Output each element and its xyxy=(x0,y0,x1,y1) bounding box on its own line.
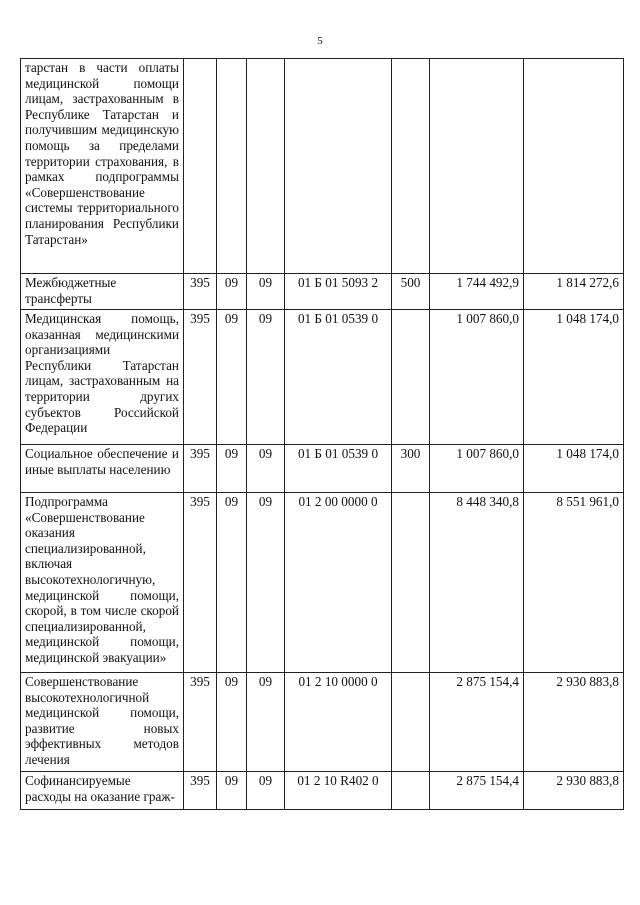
expense-type-code xyxy=(392,673,430,772)
expense-type-code xyxy=(392,59,430,274)
subsection-code xyxy=(247,59,285,274)
target-article-code: 01 Б 01 0539 0 xyxy=(285,445,392,493)
amount-year-1: 1 744 492,9 xyxy=(430,274,524,310)
section-code: 09 xyxy=(217,772,247,810)
expense-type-code: 300 xyxy=(392,445,430,493)
amount-year-1: 1 007 860,0 xyxy=(430,310,524,445)
ministry-code: 395 xyxy=(184,310,217,445)
target-article-code: 01 Б 01 5093 2 xyxy=(285,274,392,310)
ministry-code: 395 xyxy=(184,673,217,772)
ministry-code: 395 xyxy=(184,493,217,673)
expense-type-code xyxy=(392,310,430,445)
section-code: 09 xyxy=(217,310,247,445)
amount-year-1: 1 007 860,0 xyxy=(430,445,524,493)
section-code: 09 xyxy=(217,445,247,493)
row-name: Медицинская помощь, оказанная медицинскими организациями Республики Татарстан лицам, застрахованным на территории других субъектов Российской Федерации xyxy=(21,310,184,445)
subsection-code: 09 xyxy=(247,493,285,673)
row-name: Социальное обеспечение и иные выплаты населению xyxy=(21,445,184,493)
target-article-code xyxy=(285,59,392,274)
section-code xyxy=(217,59,247,274)
table-row xyxy=(21,772,624,810)
budget-table xyxy=(20,58,624,810)
subsection-code: 09 xyxy=(247,310,285,445)
row-name: Совершенствование высокотехнологичной медицинской помощи, развитие новых эффективных методов лечения xyxy=(21,673,184,772)
ministry-code xyxy=(184,59,217,274)
amount-year-1: 2 875 154,4 xyxy=(430,772,524,810)
row-name: тарстан в части оплаты медицинской помощи лицам, застрахованным в Республике Татарстан и получившим медицинскую помощь за пределами территории страхования, в рамках подпрограммы «Совершенствование системы территориального планирования Республики Татарстан» xyxy=(21,59,184,274)
table-row xyxy=(21,310,624,445)
table-row xyxy=(21,673,624,772)
table-row xyxy=(21,445,624,493)
subsection-code: 09 xyxy=(247,445,285,493)
subsection-code: 09 xyxy=(247,274,285,310)
table-row xyxy=(21,493,624,673)
table-row xyxy=(21,274,624,310)
expense-type-code: 500 xyxy=(392,274,430,310)
expense-type-code xyxy=(392,493,430,673)
page-number: 5 xyxy=(317,35,323,47)
target-article-code: 01 2 10 R402 0 xyxy=(285,772,392,810)
row-name: Межбюджетные трансферты xyxy=(21,274,184,310)
amount-year-2: 2 930 883,8 xyxy=(524,673,624,772)
amount-year-2: 8 551 961,0 xyxy=(524,493,624,673)
target-article-code: 01 2 00 0000 0 xyxy=(285,493,392,673)
ministry-code: 395 xyxy=(184,445,217,493)
target-article-code: 01 Б 01 0539 0 xyxy=(285,310,392,445)
amount-year-2: 1 814 272,6 xyxy=(524,274,624,310)
ministry-code: 395 xyxy=(184,772,217,810)
amount-year-1: 8 448 340,8 xyxy=(430,493,524,673)
ministry-code: 395 xyxy=(184,274,217,310)
amount-year-2: 1 048 174,0 xyxy=(524,310,624,445)
expense-type-code xyxy=(392,772,430,810)
amount-year-2: 1 048 174,0 xyxy=(524,445,624,493)
target-article-code: 01 2 10 0000 0 xyxy=(285,673,392,772)
amount-year-1 xyxy=(430,59,524,274)
amount-year-2 xyxy=(524,59,624,274)
subsection-code: 09 xyxy=(247,673,285,772)
section-code: 09 xyxy=(217,274,247,310)
amount-year-1: 2 875 154,4 xyxy=(430,673,524,772)
section-code: 09 xyxy=(217,493,247,673)
section-code: 09 xyxy=(217,673,247,772)
amount-year-2: 2 930 883,8 xyxy=(524,772,624,810)
table-row xyxy=(21,59,624,274)
subsection-code: 09 xyxy=(247,772,285,810)
row-name: Софинансируемые расходы на оказание граж- xyxy=(21,772,184,810)
row-name: Подпрограмма «Совершенствование оказания специализированной, включая высокотехнологичную, медицинской помощи, скорой, в том числе скорой специализированной, медицинской помощи, медицинской эвакуации» xyxy=(21,493,184,673)
